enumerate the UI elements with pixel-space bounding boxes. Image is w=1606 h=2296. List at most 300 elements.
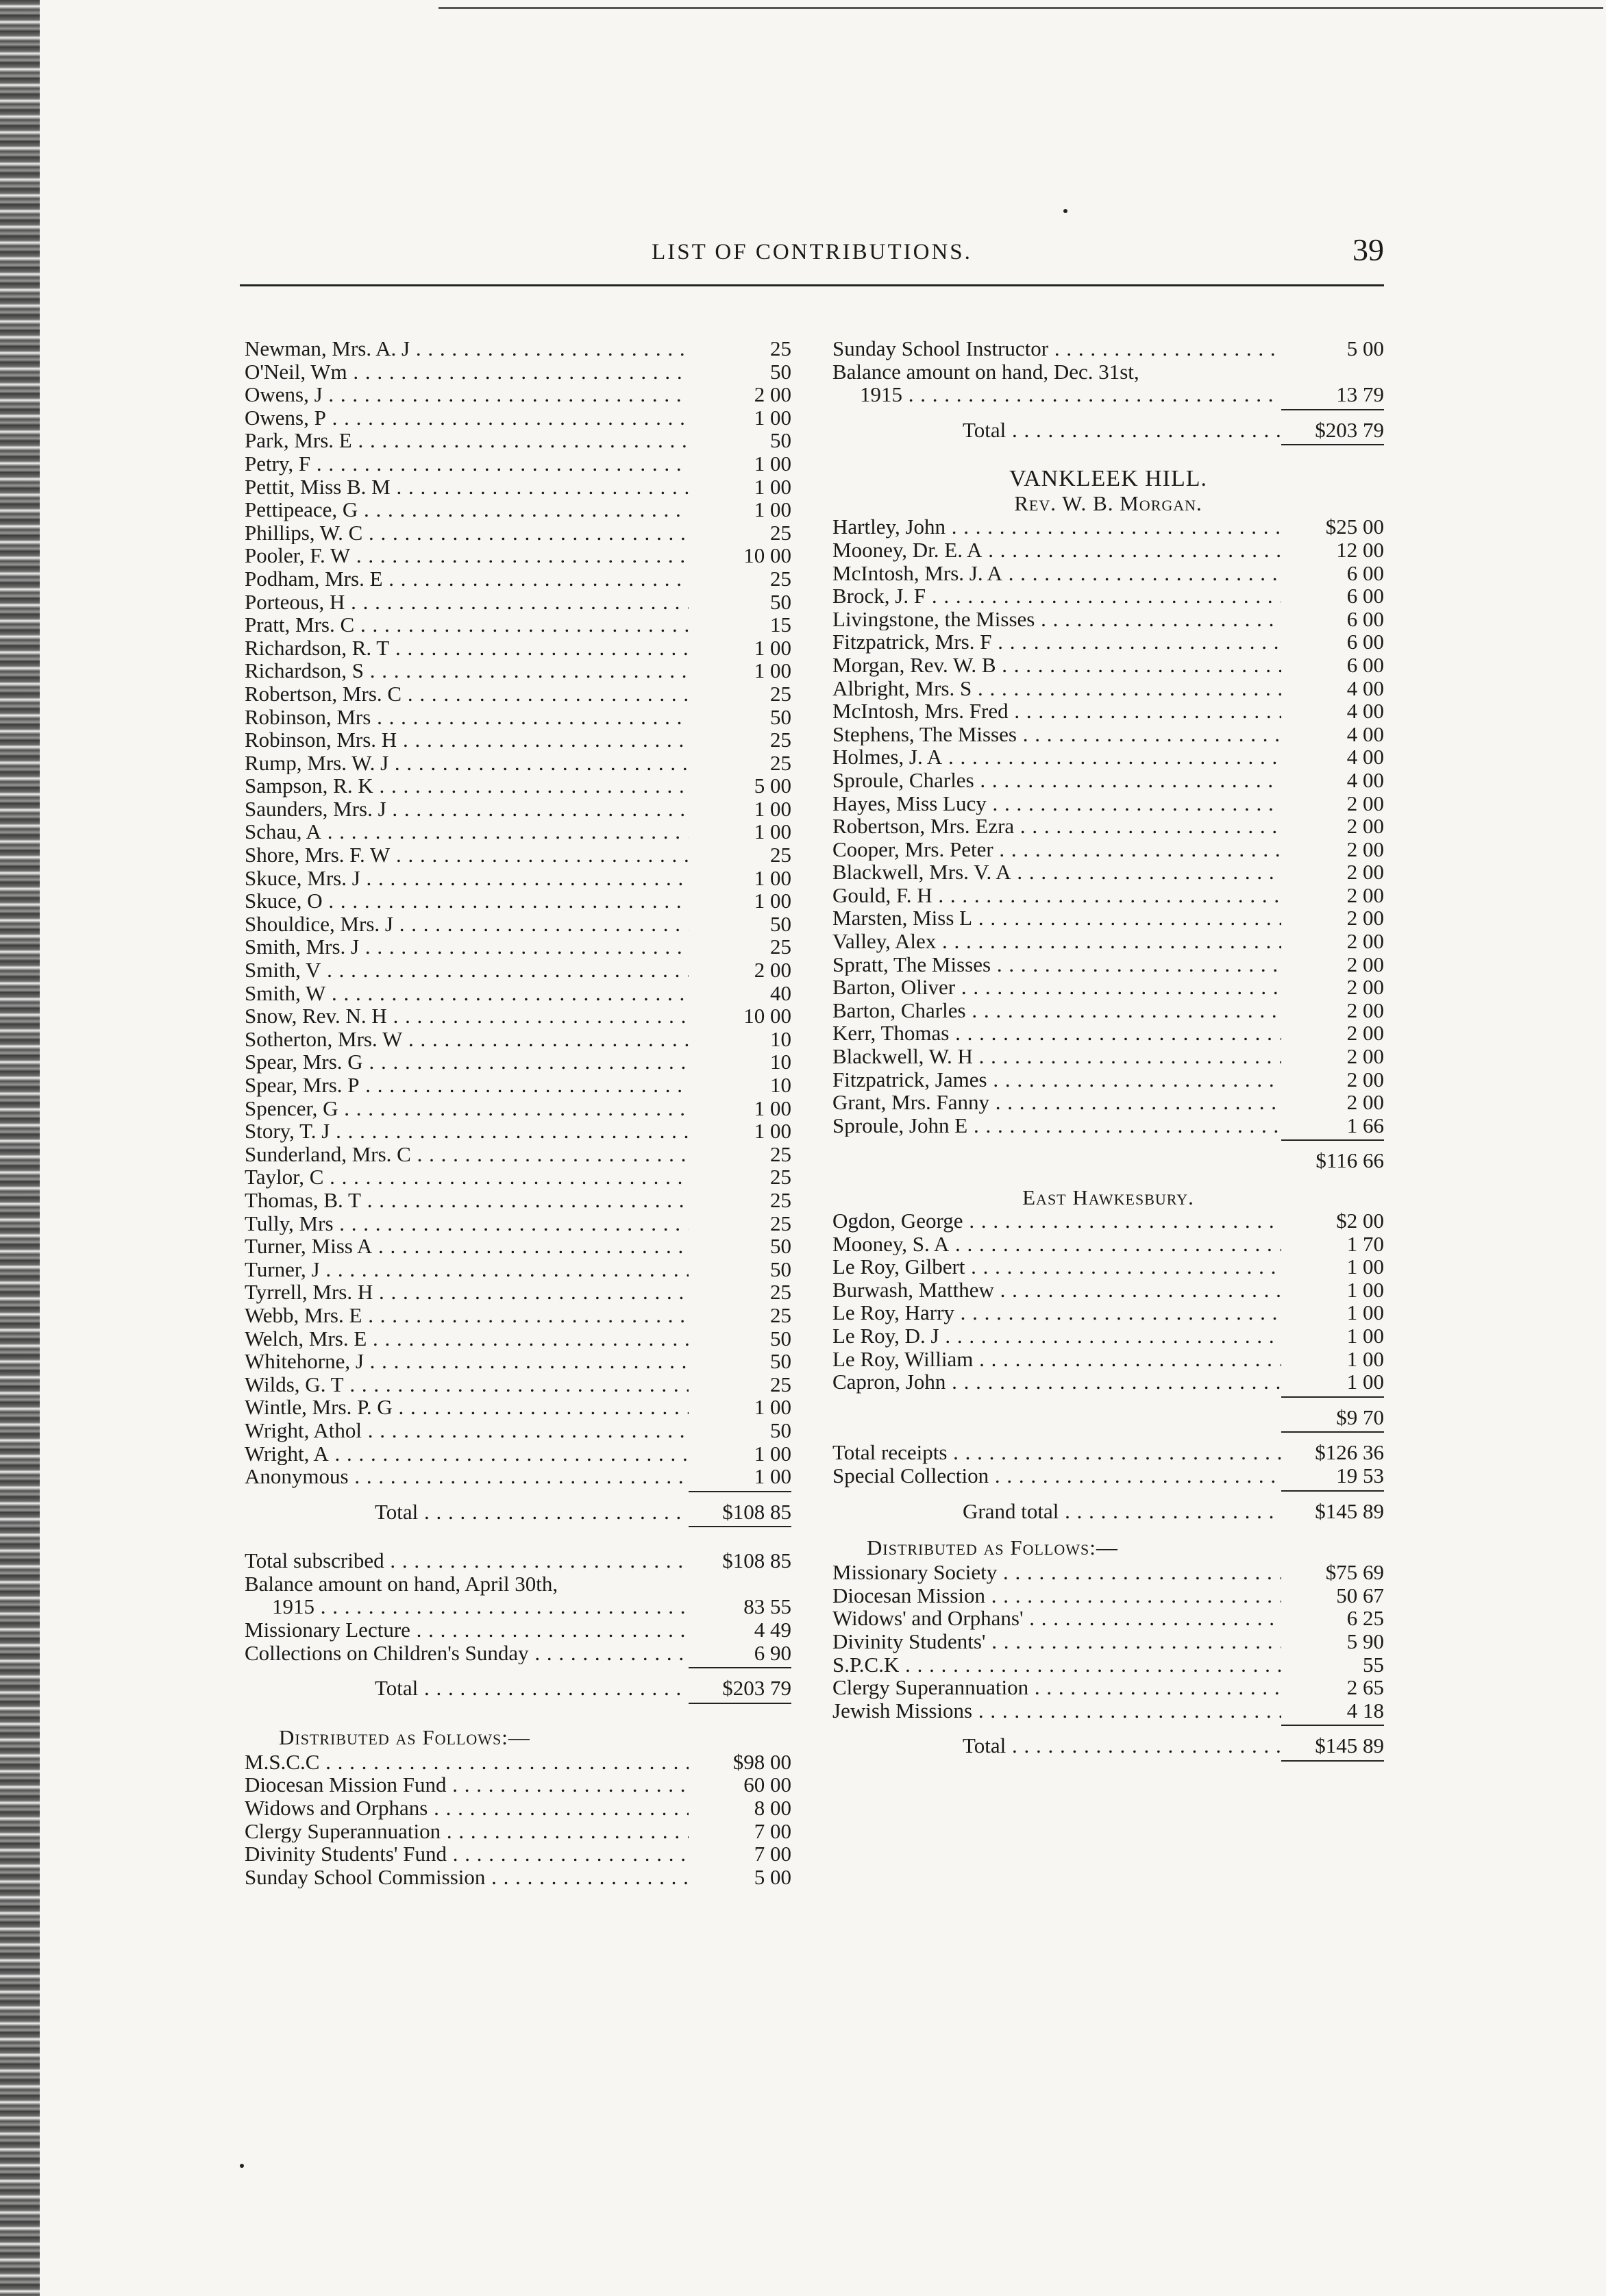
contribution-amount: 1 00 — [754, 819, 791, 844]
distribution-row — [245, 1866, 791, 1889]
contribution-amount: 1 00 — [754, 635, 791, 660]
contributor-row — [832, 861, 1384, 884]
contributor-name: Holmes, J. A . . . — [832, 745, 1281, 769]
contribution-amount: 2 00 — [1346, 814, 1384, 839]
contribution-amount: 50 — [770, 1326, 791, 1350]
contributor-name: Blackwell, Mrs. V. A . . . — [832, 861, 1281, 884]
contribution-amount: 4 00 — [1346, 699, 1384, 724]
contributor-list — [832, 515, 1384, 1137]
contribution-amount: 25 — [770, 750, 791, 775]
contribution-amount: 1 00 — [754, 1441, 791, 1466]
contributor-row — [832, 1233, 1384, 1256]
total-row — [832, 419, 1384, 442]
contribution-row — [832, 383, 1384, 406]
contributor-name: Cooper, Mrs. Peter . . . — [832, 838, 1281, 861]
contributor-name: Pratt, Mrs. C . . . — [245, 613, 689, 637]
contribution-amount: 2 00 — [1346, 952, 1384, 976]
contributor-row — [245, 1028, 791, 1051]
contributor-name: Sproule, John E . . . — [832, 1114, 1281, 1137]
distribution-list — [832, 1561, 1384, 1722]
contribution-label: 1915 . . . — [860, 383, 1281, 406]
contributor-name: Anonymous . . . — [245, 1465, 689, 1488]
contributor-row — [245, 360, 791, 384]
contributor-row — [832, 562, 1384, 585]
contribution-amount: 4 00 — [1346, 721, 1384, 746]
contributor-row — [832, 769, 1384, 792]
contribution-amount: 2 00 — [1346, 1090, 1384, 1115]
contributor-name: Schau, A . . . — [245, 820, 689, 843]
contributor-name: Barton, Oliver . . . — [832, 976, 1281, 999]
contribution-amount: 13 79 — [1336, 382, 1384, 407]
contributor-name: Blackwell, W. H . . . — [832, 1045, 1281, 1068]
contributor-name: Kerr, Thomas . . . — [832, 1022, 1281, 1045]
contributor-row — [832, 792, 1384, 815]
contribution-amount: 50 — [770, 589, 791, 614]
contributor-row — [832, 1209, 1384, 1233]
contribution-amount: 5 00 — [1346, 336, 1384, 360]
contributor-name: Petry, F . . . — [245, 452, 689, 476]
total-rule — [832, 1137, 1384, 1149]
balance-line: Balance amount on hand, April 30th, — [245, 1571, 558, 1596]
contributor-row — [245, 1465, 791, 1488]
contributor-row — [245, 406, 791, 430]
total-row — [832, 1500, 1384, 1523]
contributor-name: Fitzpatrick, James . . . — [832, 1068, 1281, 1091]
contribution-amount: 2 00 — [754, 958, 791, 983]
contributor-name: Tyrrell, Mrs. H . . . — [245, 1281, 689, 1304]
contribution-amount: 1 00 — [754, 1464, 791, 1489]
contribution-amount: 8 00 — [754, 1796, 791, 1820]
contributor-name: Spear, Mrs. P . . . — [245, 1074, 689, 1097]
contribution-amount: 50 — [770, 1234, 791, 1259]
contributor-name: Pooler, F. W . . . — [245, 544, 689, 567]
contributor-name: Shouldice, Mrs. J . . . — [245, 913, 689, 936]
contribution-amount: 15 — [770, 613, 791, 637]
contributor-name: Le Roy, Harry . . . — [832, 1301, 1281, 1324]
contributor-row — [832, 976, 1384, 999]
contribution-amount: 25 — [770, 1372, 791, 1396]
contributor-row — [245, 591, 791, 614]
section-heading-vankleek-hill: VANKLEEK HILL. — [1009, 466, 1208, 492]
contributor-row — [832, 677, 1384, 700]
contributor-row — [245, 1235, 791, 1258]
total-rule — [832, 1757, 1384, 1770]
contributor-name: Barton, Charles . . . — [832, 999, 1281, 1022]
contributor-row — [832, 1045, 1384, 1068]
contribution-amount: 2 00 — [1346, 791, 1384, 815]
contributor-name: Mooney, S. A . . . — [832, 1233, 1281, 1256]
contributor-name: Le Roy, William . . . — [832, 1348, 1281, 1371]
contributor-name: S.P.C.K . . . — [832, 1653, 1281, 1677]
contribution-amount: 50 — [770, 359, 791, 384]
contributor-name: Grant, Mrs. Fanny . . . — [832, 1091, 1281, 1114]
contributor-name: Widows and Orphans . . . — [245, 1797, 689, 1820]
contributor-row — [832, 584, 1384, 608]
total-label: Total . . . — [832, 1734, 1281, 1757]
contributor-row — [245, 1120, 791, 1143]
distributed-heading: Distributed as Follows:— — [867, 1535, 1118, 1560]
total-row — [245, 1501, 791, 1524]
contributor-row — [245, 383, 791, 406]
contribution-amount: 60 00 — [743, 1773, 791, 1797]
subtotal-row — [832, 1406, 1384, 1429]
contributor-name: Webb, Mrs. E . . . — [245, 1304, 689, 1327]
contributor-row — [832, 999, 1384, 1022]
contribution-amount: 1 00 — [754, 865, 791, 890]
subtotal-row — [832, 1149, 1384, 1172]
summary-amount: $126 36 — [1315, 1440, 1384, 1465]
contributor-row — [245, 1258, 791, 1281]
contributor-row — [245, 867, 791, 890]
total-rule — [245, 1700, 791, 1712]
distribution-row — [832, 1584, 1384, 1607]
total-amount: $145 89 — [1315, 1733, 1384, 1758]
contribution-amount: 1 70 — [1346, 1231, 1384, 1256]
summary-amount: 19 53 — [1336, 1463, 1384, 1488]
distribution-row — [245, 1773, 791, 1797]
contribution-amount: 1 00 — [1346, 1370, 1384, 1394]
contributor-name: Brock, J. F . . . — [832, 584, 1281, 608]
contributor-row — [832, 884, 1384, 907]
contribution-amount: $2 00 — [1336, 1209, 1384, 1233]
contributor-row — [245, 913, 791, 936]
total-rule — [832, 1429, 1384, 1441]
contributor-row — [245, 1189, 791, 1212]
contribution-amount: 5 00 — [754, 774, 791, 798]
total-rule — [245, 1664, 791, 1677]
contributor-name: Sampson, R. K . . . — [245, 774, 689, 798]
total-rule — [245, 1488, 791, 1501]
summary-label: Special Collection . . . — [832, 1464, 1281, 1488]
contribution-row — [832, 337, 1384, 360]
summary-amount: $108 85 — [722, 1548, 791, 1573]
contributor-row — [832, 1279, 1384, 1302]
contributor-name: Diocesan Mission Fund . . . — [245, 1773, 689, 1797]
contribution-amount: 2 00 — [1346, 1044, 1384, 1069]
contributor-name: Fitzpatrick, Mrs. F . . . — [832, 630, 1281, 654]
contribution-amount: 25 — [770, 336, 791, 360]
contribution-amount: 2 00 — [1346, 860, 1384, 885]
contributor-name: Saunders, Mrs. J . . . — [245, 798, 689, 821]
contributor-row — [245, 1327, 791, 1350]
contribution-amount: 6 00 — [1346, 584, 1384, 608]
contribution-amount: 1 00 — [754, 497, 791, 522]
contribution-amount: 25 — [770, 681, 791, 706]
contribution-amount: 50 — [770, 428, 791, 453]
contributor-name: Pettit, Miss B. M . . . — [245, 476, 689, 499]
contribution-amount: 5 90 — [1346, 1629, 1384, 1653]
contribution-amount: $98 00 — [732, 1749, 791, 1774]
contributor-row — [245, 798, 791, 821]
contribution-amount: 1 00 — [1346, 1255, 1384, 1279]
summary-amount: 83 55 — [743, 1594, 791, 1619]
contributor-name: Rump, Mrs. W. J . . . — [245, 752, 689, 775]
contribution-label: Sunday School Instructor . . . — [832, 337, 1281, 360]
contributor-row — [245, 774, 791, 798]
contribution-amount: 1 00 — [754, 889, 791, 913]
distribution-list — [245, 1751, 791, 1889]
total-rule — [832, 406, 1384, 419]
distribution-row — [832, 1699, 1384, 1723]
contributor-row — [245, 706, 791, 729]
contribution-amount: 1 00 — [754, 658, 791, 683]
contributor-row — [245, 728, 791, 752]
contribution-amount: 1 66 — [1346, 1113, 1384, 1137]
contributor-row — [832, 1370, 1384, 1394]
contributor-list — [245, 337, 791, 1488]
contribution-amount: 50 67 — [1336, 1583, 1384, 1607]
contributor-row — [245, 1419, 791, 1442]
summary-label: Total receipts . . . — [832, 1441, 1281, 1464]
total-row — [832, 1734, 1384, 1757]
contributor-row — [245, 843, 791, 867]
contributor-row — [832, 1114, 1384, 1137]
contributor-list — [832, 1209, 1384, 1394]
contributor-name: Le Roy, Gilbert . . . — [832, 1255, 1281, 1279]
contributor-row — [245, 613, 791, 637]
contribution-amount: 1 00 — [754, 1395, 791, 1420]
contributor-name: Spear, Mrs. G . . . — [245, 1050, 689, 1074]
ink-speck — [1063, 209, 1067, 213]
contribution-amount: 6 25 — [1346, 1606, 1384, 1631]
contributor-name: Turner, J . . . — [245, 1258, 689, 1281]
contributor-row — [245, 682, 791, 706]
contributor-row — [832, 1255, 1384, 1279]
summary-row — [832, 1464, 1384, 1488]
contribution-amount: 25 — [770, 1211, 791, 1235]
contributor-name: Story, T. J . . . — [245, 1120, 689, 1143]
summary-label: Collections on Children's Sunday . . . — [245, 1642, 689, 1665]
total-rule — [832, 1394, 1384, 1406]
summary-label: Missionary Lecture . . . — [245, 1618, 689, 1642]
distribution-row — [245, 1842, 791, 1866]
contribution-amount: 6 00 — [1346, 560, 1384, 585]
contribution-amount: 2 00 — [1346, 998, 1384, 1022]
contributor-name: Valley, Alex . . . — [832, 930, 1281, 953]
contributor-row — [832, 539, 1384, 562]
contributor-row — [832, 745, 1384, 769]
contributor-name: Pettipeace, G . . . — [245, 498, 689, 521]
contributor-name: Thomas, B. T . . . — [245, 1189, 689, 1212]
contribution-amount: 2 00 — [1346, 906, 1384, 930]
summary-amount: 6 90 — [754, 1640, 791, 1665]
contributor-name: Le Roy, D. J . . . — [832, 1324, 1281, 1348]
summary-row — [245, 1642, 791, 1665]
contributor-name: Diocesan Mission . . . — [832, 1584, 1281, 1607]
total-amount: $108 85 — [722, 1499, 791, 1524]
contribution-amount: 25 — [770, 1280, 791, 1305]
contribution-amount: 50 — [770, 1349, 791, 1374]
contributor-row — [245, 337, 791, 360]
contributor-row — [245, 544, 791, 567]
contributor-name: Jewish Missions . . . — [832, 1699, 1281, 1723]
contribution-amount: 2 00 — [1346, 1067, 1384, 1091]
contributor-name: Smith, W . . . — [245, 982, 689, 1005]
contributor-name: Spratt, The Misses . . . — [832, 953, 1281, 976]
contribution-amount: $75 69 — [1325, 1560, 1384, 1585]
contributor-name: Robertson, Mrs. C . . . — [245, 682, 689, 706]
contributor-name: Wilds, G. T . . . — [245, 1373, 689, 1396]
total-amount: $145 89 — [1315, 1498, 1384, 1523]
contributor-name: Richardson, S . . . — [245, 659, 689, 682]
contribution-amount: 55 — [1363, 1652, 1384, 1677]
contribution-amount: 2 00 — [1346, 837, 1384, 861]
distribution-row — [245, 1751, 791, 1774]
distribution-row — [245, 1820, 791, 1843]
contributor-row — [245, 1373, 791, 1396]
contributor-name: Wright, Athol . . . — [245, 1419, 689, 1442]
section-heading-east-hawkesbury: East Hawkesbury. — [1022, 1185, 1194, 1209]
contribution-amount: 25 — [770, 1187, 791, 1212]
contributor-row — [832, 515, 1384, 539]
contribution-amount: 4 00 — [1346, 767, 1384, 792]
contribution-amount: 1 00 — [754, 405, 791, 430]
contributor-row — [245, 1074, 791, 1097]
summary-amount: 4 49 — [754, 1618, 791, 1642]
summary-label: 1915 . . . — [272, 1595, 689, 1618]
contribution-amount: 25 — [770, 520, 791, 545]
contribution-amount: 25 — [770, 1303, 791, 1327]
contributor-row — [245, 567, 791, 591]
contribution-amount: 6 00 — [1346, 652, 1384, 677]
contributor-row — [832, 1022, 1384, 1045]
contributor-name: Richardson, R. T . . . — [245, 637, 689, 660]
contributor-name: Smith, V . . . — [245, 959, 689, 982]
distribution-row — [832, 1561, 1384, 1584]
contribution-amount: 4 00 — [1346, 676, 1384, 700]
contributor-name: Spencer, G . . . — [245, 1097, 689, 1120]
total-label: Grand total . . . — [832, 1500, 1281, 1523]
contributor-name: Porteous, H . . . — [245, 591, 689, 614]
contributor-name: Wintle, Mrs. P. G . . . — [245, 1396, 689, 1419]
contributor-name: Robinson, Mrs. H . . . — [245, 728, 689, 752]
right-column — [832, 337, 1384, 1770]
contributor-name: Missionary Society . . . — [832, 1561, 1281, 1584]
contributor-row — [245, 476, 791, 499]
contribution-amount: 10 — [770, 1050, 791, 1074]
contributor-name: McIntosh, Mrs. J. A . . . — [832, 562, 1281, 585]
section-subheading-rector: Rev. W. B. Morgan. — [1014, 491, 1202, 516]
contributor-row — [832, 1324, 1384, 1348]
contributor-name: Divinity Students' . . . — [832, 1630, 1281, 1653]
contribution-amount: 2 00 — [1346, 1021, 1384, 1046]
contributor-name: Albright, Mrs. S . . . — [832, 677, 1281, 700]
contributor-row — [245, 1281, 791, 1304]
contribution-amount: 50 — [770, 1257, 791, 1281]
contributor-name: Skuce, O . . . — [245, 889, 689, 913]
total-label: Total . . . — [245, 1501, 689, 1524]
contributor-row — [832, 630, 1384, 654]
contributor-name: Sunderland, Mrs. C . . . — [245, 1143, 689, 1166]
contribution-amount: 1 00 — [1346, 1277, 1384, 1302]
summary-row — [832, 1441, 1384, 1464]
contributor-name: Snow, Rev. N. H . . . — [245, 1004, 689, 1028]
total-row — [245, 1677, 791, 1700]
top-edge-rule — [438, 7, 1603, 9]
contributor-row — [245, 959, 791, 982]
contributor-row — [245, 498, 791, 521]
distribution-row — [245, 1797, 791, 1820]
contributor-row — [245, 1396, 791, 1419]
contributor-name: Capron, John . . . — [832, 1370, 1281, 1394]
contributor-row — [245, 637, 791, 660]
distribution-row — [832, 1653, 1384, 1677]
contributor-name: Stephens, The Misses . . . — [832, 723, 1281, 746]
contributor-row — [245, 521, 791, 545]
contributor-row — [832, 700, 1384, 723]
contributor-row — [832, 838, 1384, 861]
contributor-name: Hartley, John . . . — [832, 515, 1281, 539]
contributor-row — [245, 452, 791, 476]
contribution-amount: 1 00 — [1346, 1300, 1384, 1325]
header-rule — [240, 284, 1384, 286]
contribution-amount: 25 — [770, 843, 791, 867]
contributor-name: Shore, Mrs. F. W . . . — [245, 843, 689, 867]
page-number: 39 — [1352, 232, 1384, 267]
contributor-row — [245, 820, 791, 843]
book-binding-edge — [0, 0, 40, 2296]
contributor-name: Sproule, Charles . . . — [832, 769, 1281, 792]
contribution-amount: 4 18 — [1346, 1698, 1384, 1723]
total-label: Total . . . — [245, 1677, 689, 1700]
contribution-amount: 2 00 — [1346, 882, 1384, 907]
contributor-row — [245, 429, 791, 452]
contribution-amount: 2 00 — [1346, 975, 1384, 1000]
contributor-name: Whitehorne, J . . . — [245, 1350, 689, 1373]
contributor-name: Sunday School Commission . . . — [245, 1866, 689, 1889]
contribution-amount: 50 — [770, 704, 791, 729]
contributor-row — [245, 1304, 791, 1327]
contributor-row — [832, 723, 1384, 746]
contribution-amount: 25 — [770, 935, 791, 959]
contributor-row — [832, 654, 1384, 677]
contribution-amount: 10 00 — [743, 1004, 791, 1028]
contributor-name: McIntosh, Mrs. Fred . . . — [832, 700, 1281, 723]
contributor-row — [245, 1350, 791, 1373]
contribution-amount: 25 — [770, 728, 791, 752]
contributor-row — [245, 659, 791, 682]
contributor-name: Smith, Mrs. J . . . — [245, 935, 689, 959]
contributor-row — [832, 815, 1384, 838]
contribution-amount: 1 00 — [754, 1119, 791, 1144]
contribution-amount: 12 00 — [1336, 537, 1384, 562]
contributor-name: Clergy Superannuation . . . — [832, 1676, 1281, 1699]
contributor-name: Park, Mrs. E . . . — [245, 429, 689, 452]
contributor-name: Mooney, Dr. E. A . . . — [832, 539, 1281, 562]
contribution-amount: 2 00 — [1346, 929, 1384, 954]
contribution-amount: 7 00 — [754, 1818, 791, 1843]
contribution-amount: 6 00 — [1346, 630, 1384, 654]
contributor-row — [245, 1143, 791, 1166]
contributor-row — [832, 953, 1384, 976]
contributor-name: Hayes, Miss Lucy . . . — [832, 792, 1281, 815]
contributor-row — [245, 1165, 791, 1189]
total-rule — [832, 1488, 1384, 1500]
left-column — [245, 337, 791, 1888]
contribution-amount: 6 00 — [1346, 606, 1384, 631]
contribution-amount: 2 65 — [1346, 1675, 1384, 1700]
contributor-row — [832, 930, 1384, 953]
total-label: Total . . . — [832, 419, 1281, 442]
contributor-name: Taylor, C . . . — [245, 1165, 689, 1189]
contribution-amount: 50 — [770, 1418, 791, 1442]
ink-speck — [240, 2164, 244, 2168]
contribution-amount: 25 — [770, 566, 791, 591]
contributor-name: Sotherton, Mrs. W . . . — [245, 1028, 689, 1051]
contributor-row — [245, 1442, 791, 1466]
contributor-row — [832, 1348, 1384, 1371]
balance-line: Balance amount on hand, Dec. 31st, — [832, 359, 1139, 384]
